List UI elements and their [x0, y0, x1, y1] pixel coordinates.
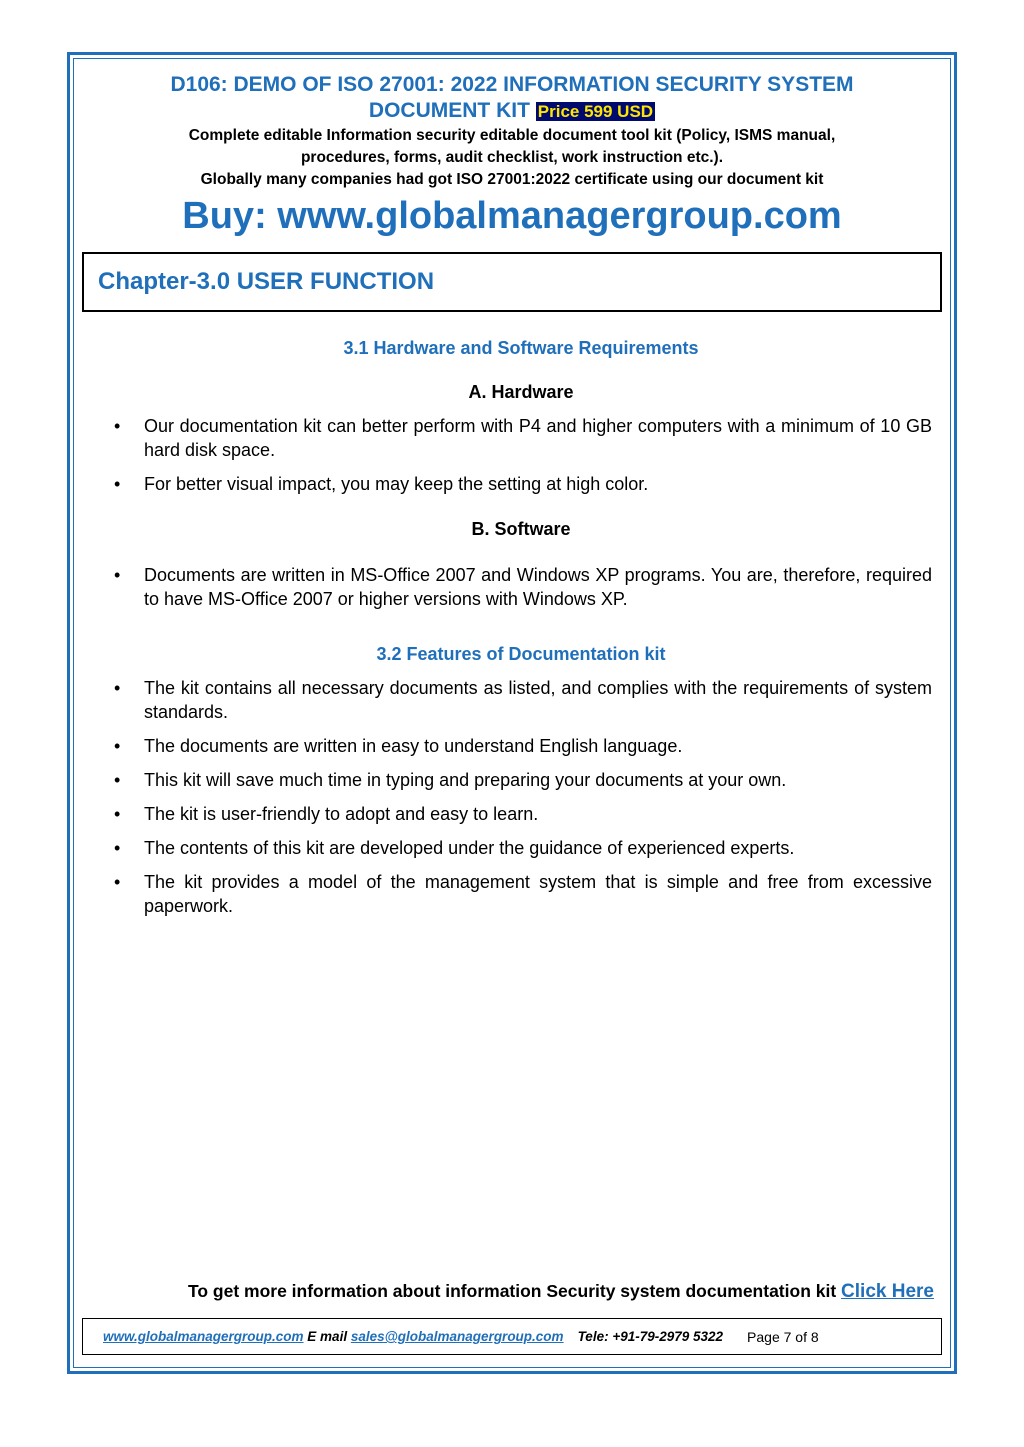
- bullet-icon: •: [114, 804, 121, 824]
- software-list: [110, 563, 932, 611]
- header-subtitle-line2: procedures, forms, audit checklist, work instruction etc.).: [300, 149, 724, 166]
- footer-telephone: Tele: +91-79-2979 5322: [577, 1329, 724, 1344]
- header-subtitle-line1: Complete editable Information security editable document tool kit (Policy, ISMS manual,: [188, 127, 836, 144]
- document-title-kit: DOCUMENT KIT: [368, 99, 530, 122]
- list-item-text: Our documentation kit can better perform with P4 and higher computers with a minimum of 10 GB hard disk space.: [144, 416, 932, 460]
- bullet-icon: •: [114, 565, 121, 585]
- bullet-icon: •: [114, 838, 121, 858]
- footer-website-link[interactable]: www.globalmanagergroup.com: [103, 1329, 304, 1344]
- list-item: [110, 802, 932, 826]
- footer-email-label: E mail: [307, 1329, 348, 1344]
- list-item-text: Documents are written in MS-Office 2007 and Windows XP programs. You are, therefore, required to have MS-Office 2007 or higher versions with Windows XP.: [144, 565, 932, 609]
- price-badge: Price 599 USD: [537, 102, 654, 121]
- list-item: [110, 836, 932, 860]
- list-item: [110, 768, 932, 792]
- section-heading-3-2: 3.2 Features of Documentation kit: [376, 644, 666, 664]
- chapter-title: Chapter-3.0 USER FUNCTION: [98, 268, 435, 295]
- document-title-line2: [90, 98, 934, 125]
- bullet-icon: •: [114, 736, 121, 756]
- list-item-text: The kit contains all necessary documents as listed, and complies with the requirements of system standards.: [144, 678, 932, 722]
- page-number: Page 7 of 8: [747, 1328, 819, 1345]
- main-content: [110, 336, 932, 928]
- list-item: [110, 734, 932, 758]
- list-item-text: This kit will save much time in typing and preparing your documents at your own.: [144, 770, 787, 790]
- list-item: [110, 870, 932, 918]
- bullet-icon: •: [114, 872, 121, 892]
- document-header: [90, 72, 934, 239]
- list-item: [110, 472, 932, 496]
- hardware-list: [110, 414, 932, 496]
- list-item-text: For better visual impact, you may keep the setting at high color.: [144, 474, 649, 494]
- bullet-icon: •: [114, 770, 121, 790]
- bullet-icon: •: [114, 416, 121, 436]
- list-item-text: The documents are written in easy to understand English language.: [144, 736, 683, 756]
- software-heading: B. Software: [471, 519, 571, 539]
- buy-website-link[interactable]: Buy: www.globalmanagergroup.com: [182, 195, 842, 237]
- more-info-text: To get more information about information Security system documentation kit: [187, 1281, 837, 1301]
- click-here-link[interactable]: Click Here: [841, 1281, 934, 1302]
- more-info-line: [90, 1279, 934, 1304]
- list-item: [110, 563, 932, 611]
- list-item-text: The kit provides a model of the management system that is simple and free from excessive paperwork.: [144, 872, 932, 916]
- list-item: [110, 414, 932, 462]
- chapter-box: [82, 252, 942, 312]
- features-list: [110, 676, 932, 918]
- bullet-icon: •: [114, 678, 121, 698]
- bullet-icon: •: [114, 474, 121, 494]
- list-item-text: The contents of this kit are developed under the guidance of experienced experts.: [144, 838, 795, 858]
- document-title-line1: D106: DEMO OF ISO 27001: 2022 INFORMATION SECURITY SYSTEM: [170, 73, 854, 96]
- list-item: [110, 676, 932, 724]
- section-heading-3-1: 3.1 Hardware and Software Requirements: [343, 338, 699, 358]
- page-footer: [82, 1318, 942, 1355]
- footer-email-link[interactable]: sales@globalmanagergroup.com: [350, 1329, 564, 1344]
- list-item-text: The kit is user-friendly to adopt and easy to learn.: [144, 804, 539, 824]
- hardware-heading: A. Hardware: [468, 382, 574, 402]
- footer-contact: [103, 1329, 564, 1344]
- header-subtitle-line3: Globally many companies had got ISO 27001:2022 certificate using our document kit: [200, 171, 824, 188]
